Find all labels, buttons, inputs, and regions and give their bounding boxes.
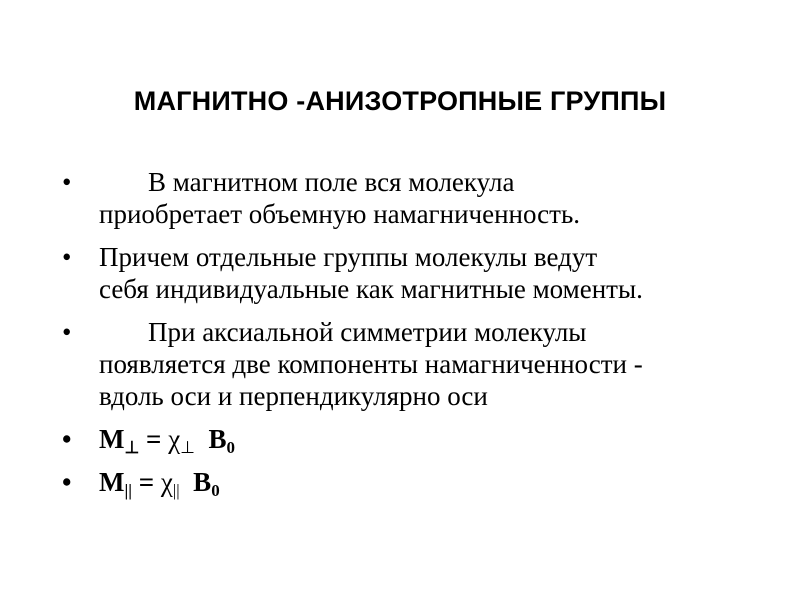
bullet-text-3-line-3: вдоль оси и перпендикулярно оси (99, 381, 488, 411)
bullet-icon: • (62, 317, 72, 347)
bullet-item-3 (62, 316, 762, 412)
bullet-icon: • (62, 467, 72, 497)
formula-parallel (62, 466, 762, 498)
formula-b-subscript: 0 (226, 438, 235, 457)
formula-equals: = (131, 467, 161, 497)
formula-chi: χ (160, 467, 173, 497)
formula-equals: = (139, 424, 169, 454)
formula-m: M (99, 467, 125, 497)
formula-m-subscript: || (124, 481, 132, 500)
bullet-text-1-line-2: приобретает объемную намагниченность. (99, 199, 581, 229)
bullet-text-3-line-1: При аксиальной симметрии молекулы (148, 317, 587, 347)
bullet-icon: • (62, 242, 72, 272)
formula-b: B (208, 424, 227, 454)
bullet-text-3-line-2: появляется две компоненты намагниченности - (99, 349, 643, 379)
formula-chi-subscript: || (172, 481, 180, 500)
formula-m: M (99, 424, 125, 454)
formula-chi-subscript: ⊥ (180, 438, 195, 457)
bullet-text-2-line-1: Причем отдельные группы молекулы ведут (99, 242, 598, 272)
formula-m-subscript: ⊥ (124, 438, 140, 457)
slide-title: МАГНИТНО -АНИЗОТРОПНЫЕ ГРУППЫ (133, 86, 667, 116)
bullet-icon: • (62, 424, 72, 454)
bullet-item-2 (62, 241, 762, 305)
formula-perpendicular (62, 423, 762, 455)
formula-b: B (193, 467, 212, 497)
bullet-text-1-line-1: В магнитном поле вся молекула (148, 167, 515, 197)
bullet-icon: • (62, 167, 72, 197)
bullet-item-1 (62, 166, 762, 230)
bullet-list (62, 166, 762, 509)
formula-b-subscript: 0 (211, 481, 220, 500)
formula-chi: χ (168, 424, 181, 454)
bullet-text-2-line-2: себя индивидуальные как магнитные моменты. (99, 274, 643, 304)
